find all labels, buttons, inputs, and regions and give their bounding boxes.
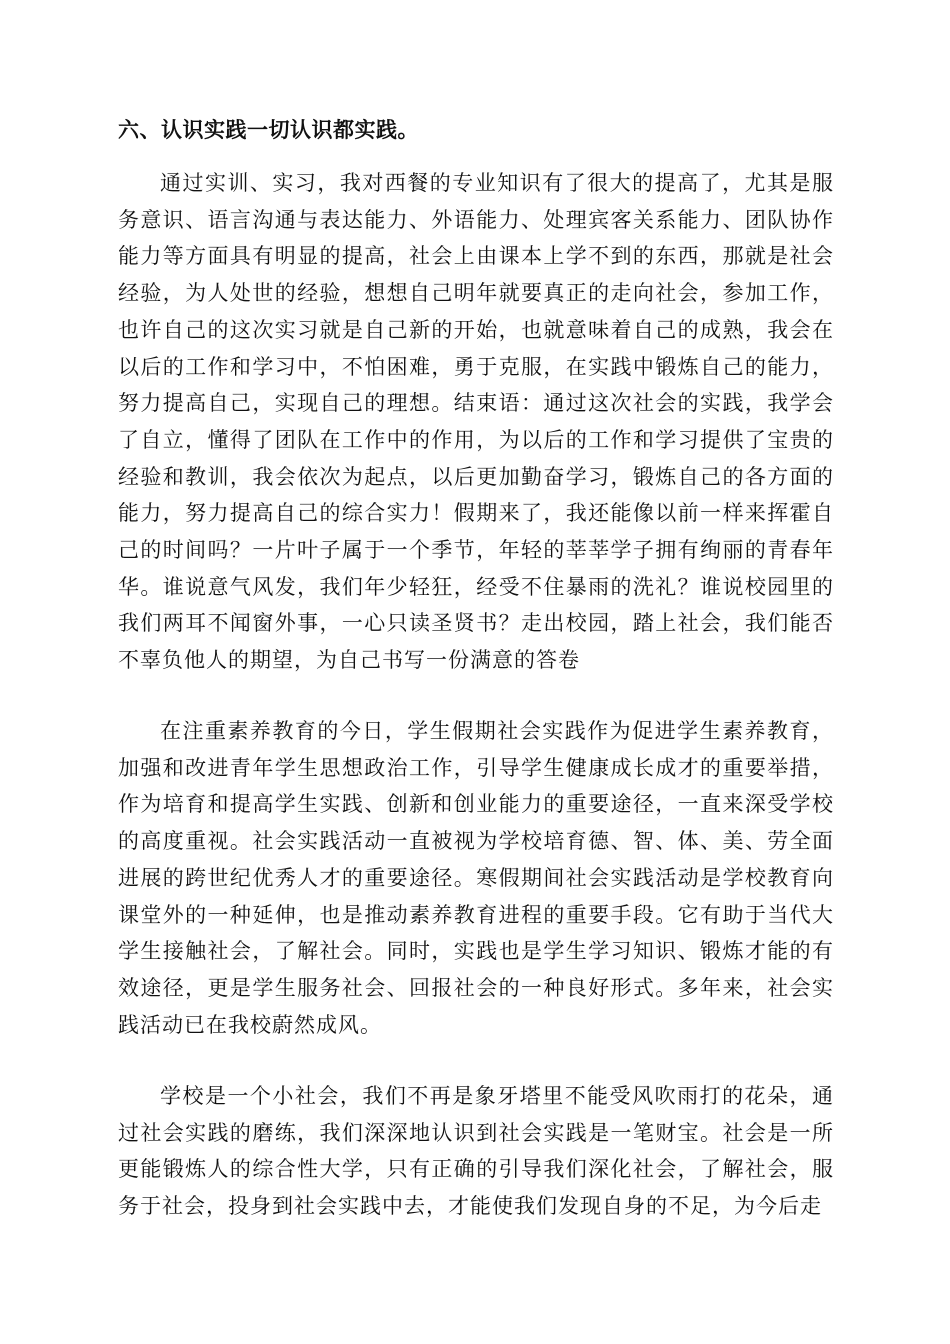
- paragraph-school-society: 学校是一个小社会，我们不再是象牙塔里不能受风吹雨打的花朵，通过社会实践的磨练，我们深深地认识到社会实践是一笔财宝。社会是一所更能锻炼人的综合性大学，只有正确的引导我们深化社会，了解社会，服务于社会，投身到社会实践中去，才能使我们发现自身的不足，为今后走: [118, 1084, 834, 1219]
- section-heading: 六、认识实践一切认识都实践。: [118, 117, 419, 142]
- paragraph-quality-education: 在注重素养教育的今日，学生假期社会实践作为促进学生素养教育，加强和改进青年学生思想政治工作，引导学生健康成长成才的重要举措，作为培育和提高学生实践、创新和创业能力的重要途径，一直来深受学校的高度重视。社会实践活动一直被视为学校培育德、智、体、美、劳全面进展的跨世纪优秀人才的重要途径。寒假期间社会实践活动是学校教育向课堂外的一种延伸，也是推动素养教育进程的重要手段。它有助于当代大学生接触社会，了解社会。同时，实践也是学生学习知识、锻炼才能的有效途径，更是学生服务社会、回报社会的一种良好形式。多年来，社会实践活动已在我校蔚然成风。: [118, 719, 834, 1037]
- paragraph-internship-reflection: 通过实训、实习，我对西餐的专业知识有了很大的提高了，尤其是服务意识、语言沟通与表达能力、外语能力、处理宾客关系能力、团队协作能力等方面具有明显的提高，社会上由课本上学不到的东西，那就是社会经验，为人处世的经验，想想自己明年就要真正的走向社会，参加工作，也许自己的这次实习就是自己新的开始，也就意味着自己的成熟，我会在以后的工作和学习中，不怕困难，勇于克服，在实践中锻炼自己的能力，努力提高自己，实现自己的理想。结束语：通过这次社会的实践，我学会了自立，懂得了团队在工作中的作用，为以后的工作和学习提供了宝贵的经验和教训，我会依次为起点，以后更加勤奋学习，锻炼自己的各方面的能力，努力提高自己的综合实力！假期来了，我还能像以前一样来挥霍自己的时间吗？一片叶子属于一个季节，年轻的莘莘学子拥有绚丽的青春年华。谁说意气风发，我们年少轻狂，经受不住暴雨的洗礼？谁说校园里的我们两耳不闻窗外事，一心只读圣贤书？走出校园，踏上社会，我们能否不辜负他人的期望，为自己书写一份满意的答卷: [118, 171, 834, 673]
